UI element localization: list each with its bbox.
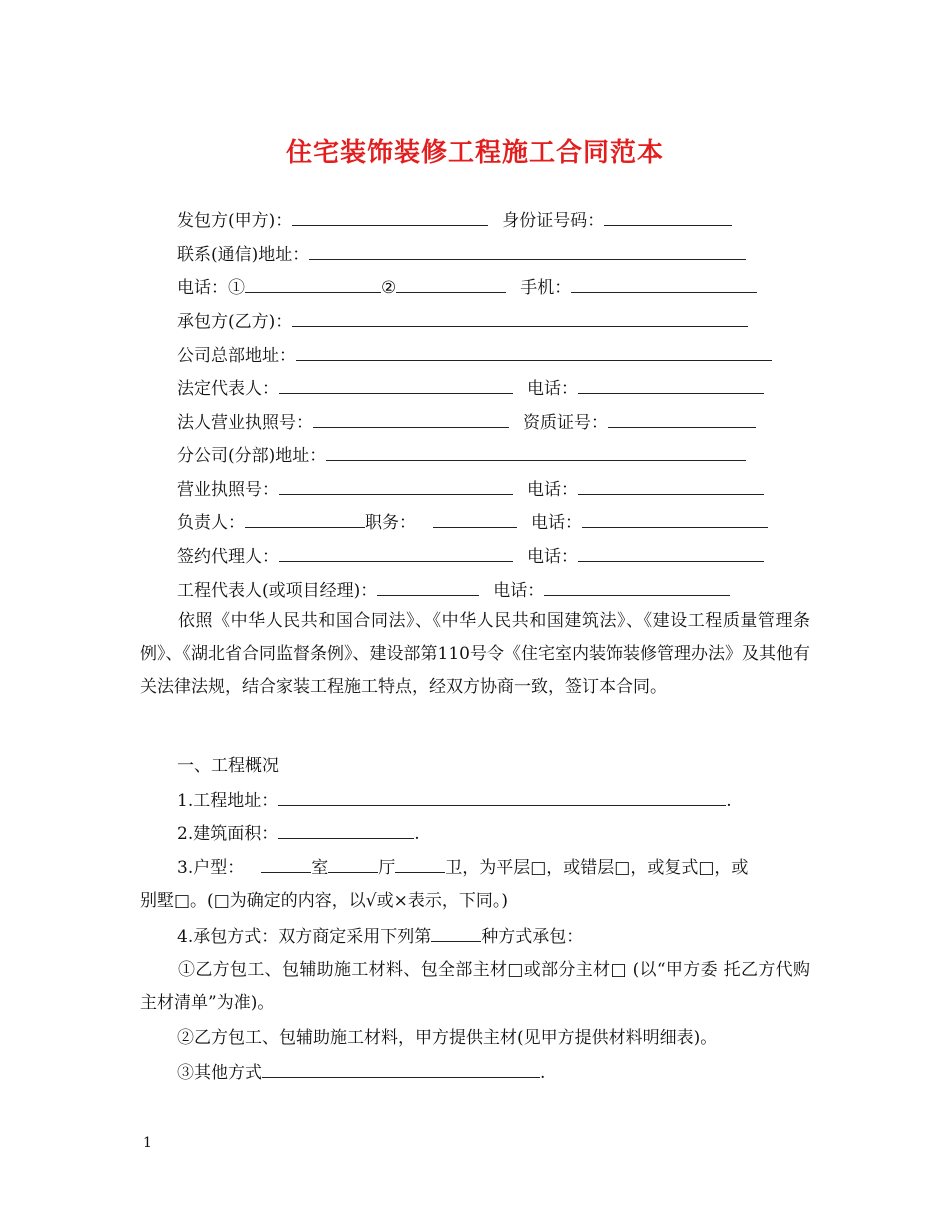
item-project-address bbox=[177, 788, 732, 813]
client-label: 发包方(甲方)： bbox=[177, 211, 293, 231]
other-method-blank[interactable] bbox=[262, 1060, 540, 1078]
option-1: ①乙方包工、包辅助施工材料、包全部主材□或部分主材□ (以“甲方委 托乙方代购主材清单”为准)。 bbox=[140, 960, 810, 1013]
pic-phone-blank[interactable] bbox=[582, 510, 768, 528]
option-3-period: . bbox=[540, 1063, 546, 1083]
contact-address-blank[interactable] bbox=[309, 242, 746, 260]
intro-paragraph: 依照《中华人民共和国合同法》、《中华人民共和国建筑法》、《建设工程质量管理条例》、《湖北省合同监督条例》、建设部第110号令《住宅室内装饰装修管理办法》及其他有关法律法规，结合家装工程施工特点，经双方协商一致，签订本合同。 bbox=[140, 611, 810, 697]
branch-address-label: 分公司(分部)地址： bbox=[177, 446, 327, 466]
field-row-agent bbox=[177, 544, 764, 569]
field-row-person-in-charge bbox=[177, 510, 768, 535]
field-row-contact-address bbox=[177, 242, 746, 267]
field-row-hq-address bbox=[177, 343, 772, 368]
field-row-phone bbox=[177, 275, 757, 300]
contact-address-label: 联系(通信)地址： bbox=[177, 245, 310, 265]
legal-rep-label: 法定代表人： bbox=[177, 379, 279, 399]
item1-period: . bbox=[726, 791, 732, 811]
mobile-label: 手机： bbox=[520, 278, 572, 298]
hall-label: 厅 bbox=[378, 858, 396, 878]
agent-phone-label: 电话： bbox=[527, 547, 578, 567]
item3-label: 3.户型： bbox=[177, 858, 245, 878]
circle-1: ① bbox=[228, 278, 245, 298]
item-contract-method bbox=[177, 924, 583, 949]
option-2: ②乙方包工、包辅助施工材料，甲方提供主材(见甲方提供材料明细表)。 bbox=[177, 1028, 718, 1048]
mobile-blank[interactable] bbox=[571, 275, 757, 293]
business-license-blank[interactable] bbox=[279, 477, 513, 495]
legal-rep-phone-label: 电话： bbox=[527, 379, 578, 399]
method-blank[interactable] bbox=[431, 924, 481, 942]
field-row-contractor bbox=[177, 309, 748, 334]
qualification-blank[interactable] bbox=[608, 410, 756, 428]
bath-label: 卫，为平层□，或错层□，或复式□，或 bbox=[445, 858, 749, 878]
license-label: 法人营业执照号： bbox=[177, 413, 313, 433]
id-number-blank[interactable] bbox=[604, 208, 732, 226]
rooms-blank[interactable] bbox=[261, 855, 311, 873]
hq-address-blank[interactable] bbox=[296, 343, 772, 361]
position-blank[interactable] bbox=[433, 510, 517, 528]
legal-rep-phone-blank[interactable] bbox=[578, 376, 764, 394]
hq-address-label: 公司总部地址： bbox=[177, 346, 296, 366]
phone-label: 电话： bbox=[177, 278, 228, 298]
item4-label: 4.承包方式：双方商定采用下列第 bbox=[177, 927, 432, 947]
room-label: 室 bbox=[311, 858, 329, 878]
person-in-charge-blank[interactable] bbox=[245, 510, 365, 528]
field-row-license bbox=[177, 410, 756, 435]
field-row-business-license bbox=[177, 477, 764, 502]
section-heading-1: 一、工程概况 bbox=[177, 756, 279, 776]
document-title: 住宅装饰装修工程施工合同范本 bbox=[285, 138, 664, 168]
circle-2: ② bbox=[381, 278, 397, 298]
license-blank[interactable] bbox=[313, 410, 509, 428]
item-layout bbox=[177, 855, 748, 880]
agent-phone-blank[interactable] bbox=[578, 544, 764, 562]
project-rep-label: 工程代表人(或项目经理)： bbox=[177, 581, 378, 601]
item-layout-continued: 别墅□。(□为确定的内容，以√或×表示，下同。) bbox=[140, 891, 508, 911]
project-rep-phone-label: 电话： bbox=[493, 581, 545, 601]
agent-label: 签约代理人： bbox=[177, 547, 279, 567]
phone1-blank[interactable] bbox=[245, 275, 381, 293]
field-row-project-rep bbox=[177, 578, 730, 603]
legal-rep-blank[interactable] bbox=[279, 376, 513, 394]
field-row-branch-address bbox=[177, 443, 746, 468]
business-phone-blank[interactable] bbox=[578, 477, 764, 495]
project-address-blank[interactable] bbox=[278, 788, 726, 806]
person-in-charge-label: 负责人： bbox=[177, 513, 245, 533]
project-rep-blank[interactable] bbox=[377, 578, 479, 596]
baths-blank[interactable] bbox=[395, 855, 445, 873]
business-license-label: 营业执照号： bbox=[177, 480, 279, 500]
position-label: 职务： bbox=[365, 513, 416, 533]
option-3-label: ③其他方式 bbox=[177, 1063, 262, 1083]
item2-label: 2.建筑面积： bbox=[177, 824, 279, 844]
client-blank[interactable] bbox=[292, 208, 488, 226]
id-number-label: 身份证号码： bbox=[502, 211, 605, 231]
contractor-blank[interactable] bbox=[292, 309, 748, 327]
branch-address-blank[interactable] bbox=[326, 443, 746, 461]
pic-phone-label: 电话： bbox=[531, 513, 582, 533]
item2-period: . bbox=[414, 824, 420, 844]
field-row-client bbox=[177, 208, 732, 233]
floor-area-blank[interactable] bbox=[278, 821, 414, 839]
agent-blank[interactable] bbox=[279, 544, 513, 562]
option-3 bbox=[177, 1060, 545, 1085]
field-row-legal-rep bbox=[177, 376, 764, 401]
page-number: 1 bbox=[143, 1135, 152, 1151]
item4-suffix: 种方式承包： bbox=[481, 927, 584, 947]
item-floor-area bbox=[177, 821, 420, 846]
qualification-label: 资质证号： bbox=[523, 413, 608, 433]
phone2-blank[interactable] bbox=[396, 275, 506, 293]
halls-blank[interactable] bbox=[328, 855, 378, 873]
contractor-label: 承包方(乙方)： bbox=[177, 312, 293, 332]
business-phone-label: 电话： bbox=[527, 480, 578, 500]
project-rep-phone-blank[interactable] bbox=[544, 578, 730, 596]
item1-label: 1.工程地址： bbox=[177, 791, 279, 811]
